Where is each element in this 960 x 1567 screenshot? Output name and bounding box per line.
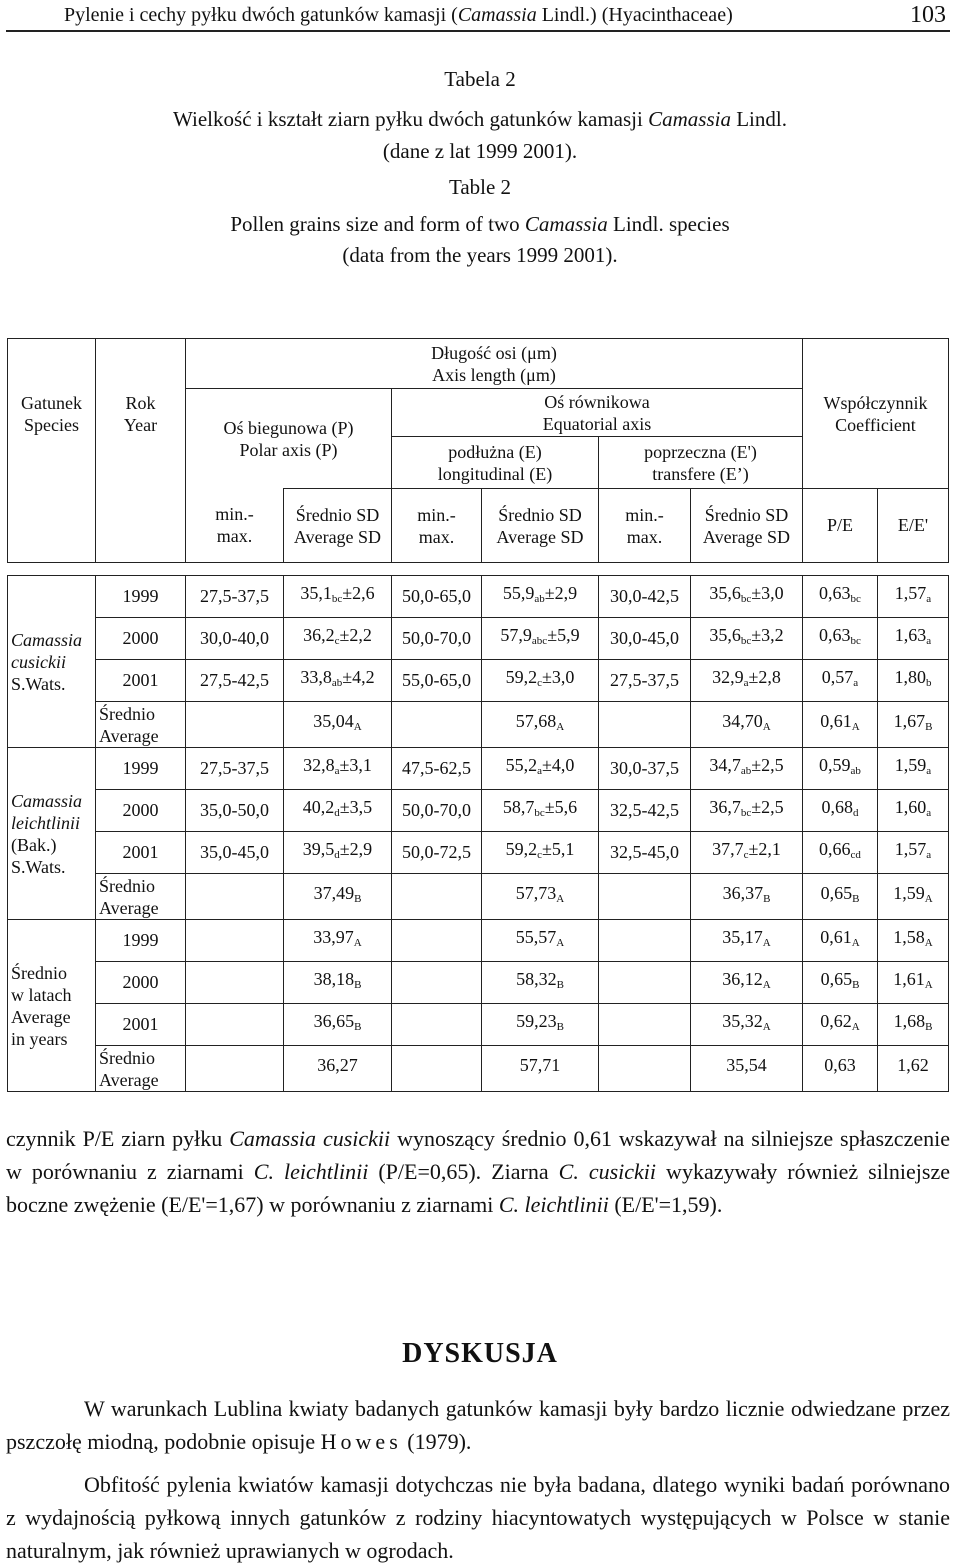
- table-row: [8, 790, 949, 832]
- year-cell: 2001: [96, 660, 186, 702]
- discussion-paragraph-1: W warunkach Lublina kwiaty badanych gatunków kamasji były bardzo licznie odwiedzane przez pszczołę miodną, podobnie opisuje Howes (1979).: [6, 1396, 950, 1454]
- year-cell: 2000: [96, 790, 186, 832]
- value-cell: $35,32_A$: [691, 1004, 803, 1046]
- polar-minmax-cell: [186, 962, 284, 1004]
- long-minmax-cell: 55,0-65,0: [392, 660, 482, 702]
- polar-axis-header: Oś biegunowa (P) Polar axis (P): [186, 389, 392, 489]
- polar-minmax-cell: 35,0-45,0: [186, 832, 284, 874]
- trans-average-header: Średnio SD Average SD: [691, 489, 803, 563]
- average-row: [8, 1046, 949, 1092]
- value-cell: $32,9_a\pm 2,8$: [691, 660, 803, 702]
- results-paragraph: [6, 1122, 950, 1221]
- average-value: $57,68_A$: [482, 702, 599, 748]
- species-cell: Camassia leichtlinii (Bak.) S.Wats.: [8, 748, 96, 920]
- value-cell: $0,65_B$: [803, 962, 878, 1004]
- average-value: $57,73_A$: [482, 874, 599, 920]
- table-row: [8, 920, 949, 962]
- long-minmax-cell: 50,0-72,5: [392, 832, 482, 874]
- species-cell: Camassia cusickii S.Wats.: [8, 576, 96, 748]
- average-value: 1,62: [878, 1046, 949, 1092]
- running-header: [6, 0, 950, 32]
- section-heading: DYSKUSJA: [402, 1338, 558, 1369]
- long-minmax-header: min.- max.: [392, 489, 482, 563]
- value-cell: $40,2_d\pm 3,5$: [284, 790, 392, 832]
- table-row: [8, 832, 949, 874]
- value-cell: $33,8_{ab}\pm 4,2$: [284, 660, 392, 702]
- polar-minmax-cell: 35,0-50,0: [186, 790, 284, 832]
- year-cell: 2001: [96, 1004, 186, 1046]
- year-cell: 2000: [96, 962, 186, 1004]
- value-cell: $39,5_d\pm 2,9$: [284, 832, 392, 874]
- long-minmax-cell: 47,5-62,5: [392, 748, 482, 790]
- trans-minmax-cell: 30,0-45,0: [599, 618, 691, 660]
- table-label-en: Table 2: [448, 175, 512, 199]
- year-header-cont: [96, 489, 186, 563]
- year-header: Rok Year: [96, 339, 186, 489]
- value-cell: $1,57_a$: [878, 832, 949, 874]
- value-cell: $38,18_B$: [284, 962, 392, 1004]
- table-title-en-years: (data from the years 1999 2001).: [342, 243, 618, 267]
- spacer-row: [8, 563, 949, 576]
- average-label: Średnio Average: [96, 1046, 186, 1092]
- table-title-pl: Wielkość i kształt ziarn pyłku dwóch gatunków kamasji Camassia Lindl.: [173, 107, 787, 131]
- discussion-paragraph-2: Obfitość pylenia kwiatów kamasji dotychczas nie była badana, dlatego wyniki badań porównano z wydajnością pyłkową innych gatunków z rodziny hiacyntowatych występujących w Polsce w stanie naturalnym, jak również uprawianych w ogrodach.: [6, 1472, 950, 1563]
- page-number: 103: [910, 2, 946, 28]
- value-cell: $1,58_A$: [878, 920, 949, 962]
- average-value: $36,37_B$: [691, 874, 803, 920]
- year-cell: 1999: [96, 576, 186, 618]
- average-value: 57,71: [482, 1046, 599, 1092]
- trans-minmax-cell: 30,0-37,5: [599, 748, 691, 790]
- value-cell: $0,61_A$: [803, 920, 878, 962]
- equatorial-axis-header: Oś równikowa Equatorial axis: [392, 389, 803, 437]
- value-cell: $1,63_a$: [878, 618, 949, 660]
- average-value: 0,63: [803, 1046, 878, 1092]
- results-text: czynnik P/E ziarn pyłku Camassia cusickii wynoszący średnio 0,61 wskazywał na silniejsze spłaszczenie w porównaniu z ziarnami C. leichtlinii (P/E=0,65). Ziarna C. cusickii wykazywały również silniejsze boczne zwężenie (E/E'=1,67) w porównaniu z ziarnami C. leichtlinii (E/E'=1,59).: [6, 1126, 950, 1217]
- value-cell: $36,2_c\pm 2,2$: [284, 618, 392, 660]
- value-cell: $55,57_A$: [482, 920, 599, 962]
- trans-minmax-cell: 32,5-42,5: [599, 790, 691, 832]
- value-cell: $0,68_d$: [803, 790, 878, 832]
- running-title: Pylenie i cechy pyłku dwóch gatunków kamasji (Camassia Lindl.) (Hyacinthaceae): [64, 4, 733, 26]
- average-value: $0,65_B$: [803, 874, 878, 920]
- value-cell: $58,32_B$: [482, 962, 599, 1004]
- table-row: [8, 618, 949, 660]
- trans-minmax-cell: 32,5-45,0: [599, 832, 691, 874]
- value-cell: $35,17_A$: [691, 920, 803, 962]
- value-cell: $55,9_{ab}\pm 2,9$: [482, 576, 599, 618]
- ee-header: E/E': [878, 489, 949, 563]
- value-cell: $1,80_b$: [878, 660, 949, 702]
- trans-minmax-header: min.- max.: [599, 489, 691, 563]
- value-cell: $0,63_{bc}$: [803, 576, 878, 618]
- value-cell: $35,6_{bc}\pm 3,2$: [691, 618, 803, 660]
- table-label-pl: Tabela 2: [444, 67, 516, 91]
- longitudinal-header: podłużna (E) longitudinal (E): [392, 437, 599, 489]
- value-cell: $32,8_a\pm 3,1$: [284, 748, 392, 790]
- average-value: 35,54: [691, 1046, 803, 1092]
- table-row: [8, 576, 949, 618]
- axis-length-header: Długość osi (μm) Axis length (μm): [186, 339, 803, 389]
- transverse-header: poprzeczna (E') transfere (E’): [599, 437, 803, 489]
- long-minmax-cell: [392, 962, 482, 1004]
- value-cell: $35,1_{bc}\pm 2,6$: [284, 576, 392, 618]
- year-cell: 2001: [96, 832, 186, 874]
- pollen-table: [7, 338, 949, 1092]
- value-cell: $0,62_A$: [803, 1004, 878, 1046]
- polar-average-header: Średnio SD Average SD: [284, 489, 392, 563]
- average-value: $37,49_B$: [284, 874, 392, 920]
- polar-minmax-cell: [186, 1004, 284, 1046]
- polar-minmax-cell: 27,5-37,5: [186, 748, 284, 790]
- value-cell: $57,9_{abc}\pm 5,9$: [482, 618, 599, 660]
- table-row: [8, 962, 949, 1004]
- average-label: Średnio Average: [96, 702, 186, 748]
- value-cell: $0,66_{cd}$: [803, 832, 878, 874]
- value-cell: $1,60_a$: [878, 790, 949, 832]
- trans-minmax-cell: 27,5-37,5: [599, 660, 691, 702]
- year-cell: 2000: [96, 618, 186, 660]
- table-title-pl-years: (dane z lat 1999 2001).: [382, 139, 578, 163]
- average-label: Średnio Average: [96, 874, 186, 920]
- value-cell: $59,2_c\pm 3,0$: [482, 660, 599, 702]
- value-cell: $36,65_B$: [284, 1004, 392, 1046]
- average-value: 36,27: [284, 1046, 392, 1092]
- value-cell: $0,59_{ab}$: [803, 748, 878, 790]
- value-cell: $0,63_{bc}$: [803, 618, 878, 660]
- value-cell: $0,57_a$: [803, 660, 878, 702]
- long-minmax-cell: [392, 920, 482, 962]
- long-minmax-cell: [392, 1004, 482, 1046]
- value-cell: $59,2_c\pm 5,1$: [482, 832, 599, 874]
- polar-minmax-cell: 30,0-40,0: [186, 618, 284, 660]
- average-value: $0,61_A$: [803, 702, 878, 748]
- long-average-header: Średnio SD Average SD: [482, 489, 599, 563]
- average-value: $35,04_A$: [284, 702, 392, 748]
- year-cell: 1999: [96, 920, 186, 962]
- average-row: [8, 702, 949, 748]
- polar-minmax-header: min.- max.: [186, 489, 284, 563]
- trans-minmax-cell: 30,0-42,5: [599, 576, 691, 618]
- value-cell: $58,7_{bc}\pm 5,6$: [482, 790, 599, 832]
- value-cell: $36,12_A$: [691, 962, 803, 1004]
- average-value: $1,67_B$: [878, 702, 949, 748]
- average-value: $1,59_A$: [878, 874, 949, 920]
- species-header: Gatunek Species: [8, 339, 96, 489]
- trans-minmax-cell: [599, 920, 691, 962]
- value-cell: $1,57_a$: [878, 576, 949, 618]
- value-cell: $59,23_B$: [482, 1004, 599, 1046]
- average-value: $34,70_A$: [691, 702, 803, 748]
- coefficient-header: Współczynnik Coefficient: [803, 339, 949, 489]
- table-title-en: Pollen grains size and form of two Camassia Lindl. species: [230, 212, 730, 236]
- average-row: [8, 874, 949, 920]
- species-cell: Średnio w latach Average in years: [8, 920, 96, 1092]
- value-cell: $33,97_A$: [284, 920, 392, 962]
- table-row: [8, 1004, 949, 1046]
- value-cell: $36,7_{bc}\pm 2,5$: [691, 790, 803, 832]
- species-header-cont: [8, 489, 96, 563]
- value-cell: $1,59_a$: [878, 748, 949, 790]
- trans-minmax-cell: [599, 1004, 691, 1046]
- polar-minmax-cell: 27,5-42,5: [186, 660, 284, 702]
- long-minmax-cell: 50,0-70,0: [392, 618, 482, 660]
- value-cell: $37,7_c\pm 2,1$: [691, 832, 803, 874]
- value-cell: $35,6_{bc}\pm 3,0$: [691, 576, 803, 618]
- polar-minmax-cell: 27,5-37,5: [186, 576, 284, 618]
- year-cell: 1999: [96, 748, 186, 790]
- pe-header: P/E: [803, 489, 878, 563]
- value-cell: $1,68_B$: [878, 1004, 949, 1046]
- long-minmax-cell: 50,0-70,0: [392, 790, 482, 832]
- value-cell: $55,2_a\pm 4,0$: [482, 748, 599, 790]
- trans-minmax-cell: [599, 962, 691, 1004]
- polar-minmax-cell: [186, 920, 284, 962]
- table-row: [8, 748, 949, 790]
- long-minmax-cell: 50,0-65,0: [392, 576, 482, 618]
- value-cell: $1,61_A$: [878, 962, 949, 1004]
- table-row: [8, 660, 949, 702]
- value-cell: $34,7_{ab}\pm 2,5$: [691, 748, 803, 790]
